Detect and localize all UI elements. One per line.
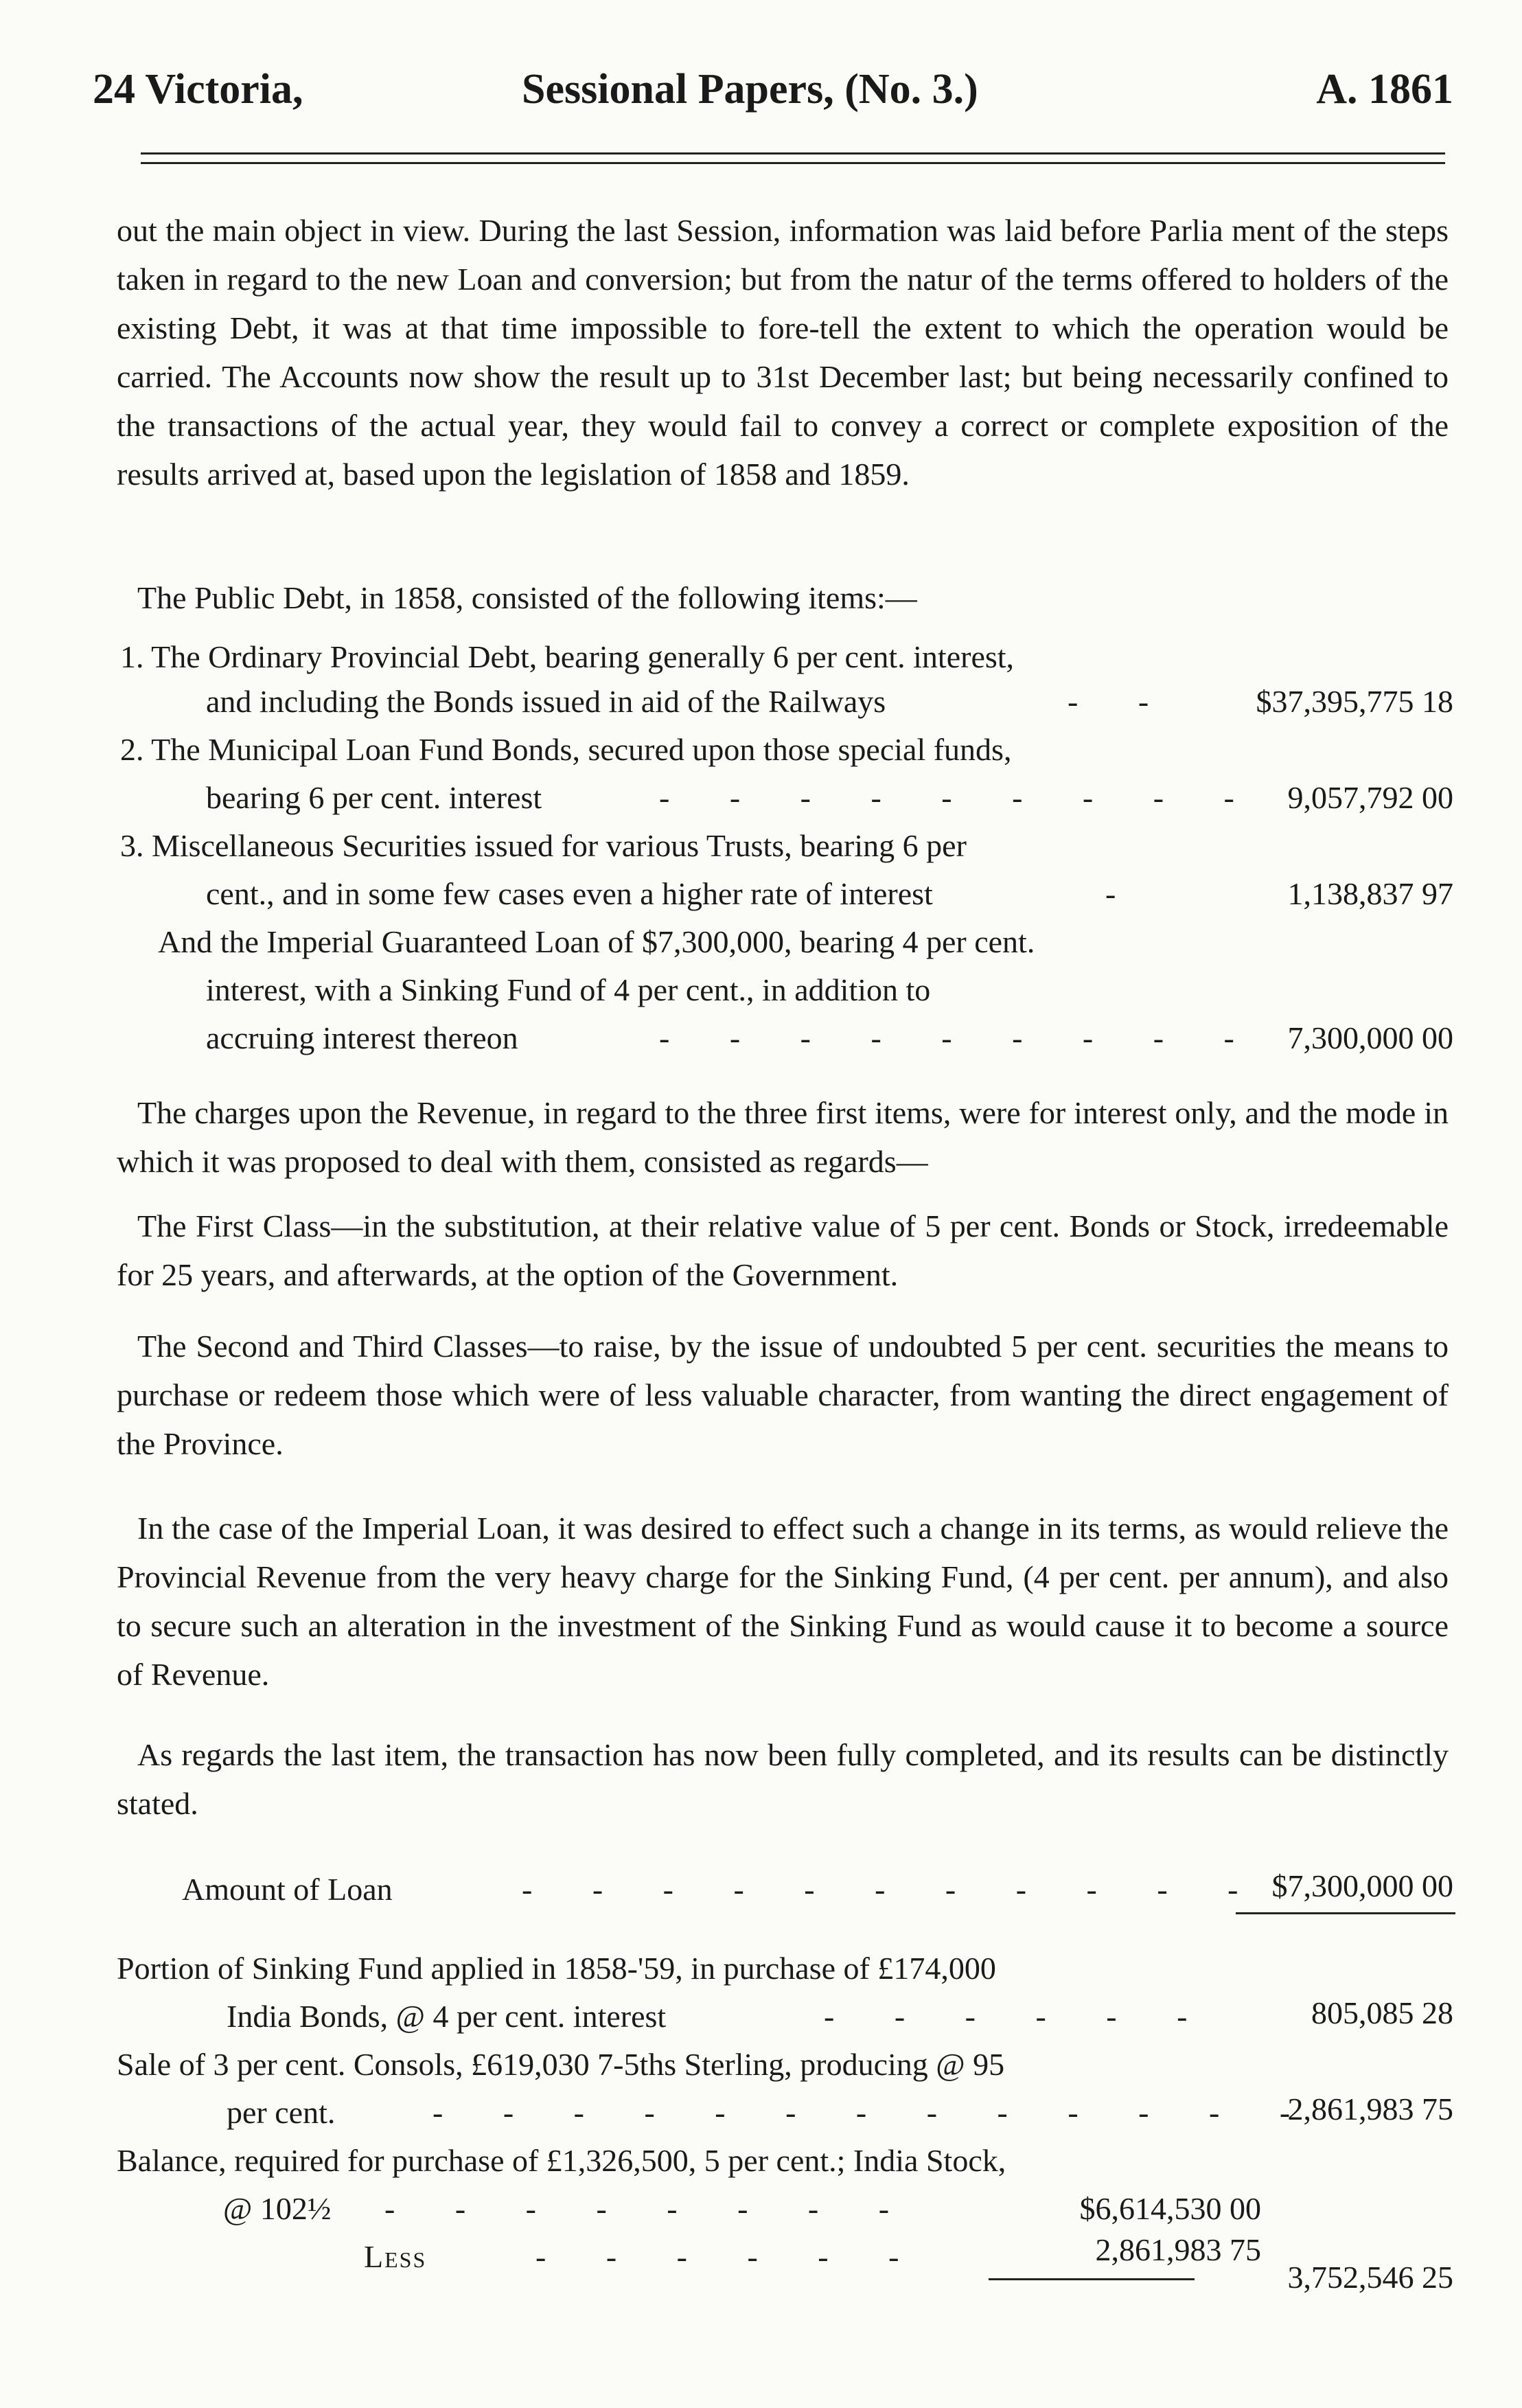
- balance-line2: @ 102½: [223, 2191, 332, 2226]
- consols-line1: Sale of 3 per cent. Consols, £619,030 7-5ths Sterling, producing @ 95: [117, 2047, 1005, 2082]
- item-3-amount: 1,138,837 97: [1287, 876, 1453, 911]
- item-4-line1: And the Imperial Guaranteed Loan of $7,300,000, bearing 4 per cent.: [158, 924, 1035, 959]
- intro-paragraph: out the main object in view. During the last Session, information was laid before Parlia ment of the steps taken in regard to the new Loan and conversion; but from the natur of the terms offered to holders of the existing Debt, it was at that time impossible to fore-tell the extent to which the operation would be carried. The Accounts now show the result up to 31st December last; but being necessarily confined to the transactions of the actual year, they would fail to convey a correct or complete exposition of the results arrived at, based upon the legislation of 1858 and 1859.: [117, 213, 1449, 492]
- header-rule-top: [141, 152, 1445, 154]
- leader-dots: - - - - - -: [535, 2239, 925, 2274]
- balance-amount: 3,752,546 25: [1287, 2260, 1453, 2295]
- leader-dots: - - - - - - - - - - -: [522, 1872, 1265, 1907]
- leader-dots: - - - - - -: [824, 1999, 1214, 2034]
- header-session: 24 Victoria,: [93, 66, 303, 113]
- leader-dots: - - - - - - - -: [384, 2191, 916, 2226]
- leader-dots: - - - - - - - - - - - - -: [433, 2095, 1317, 2130]
- item-2-line1: 2. The Municipal Loan Fund Bonds, secured upon those special funds,: [120, 732, 1012, 767]
- consols-line2: per cent.: [227, 2095, 336, 2130]
- loan-label: Amount of Loan: [182, 1872, 393, 1907]
- sinking-line2: India Bonds, @ 4 per cent. interest: [227, 1999, 667, 2034]
- paragraph-charges: The charges upon the Revenue, in regard to the three first items, were for interest only, and the mode in which it was proposed to deal with them, consisted as regards—: [117, 1095, 1449, 1179]
- item-1-amount: $37,395,775 18: [1256, 684, 1453, 719]
- item-4-line2: interest, with a Sinking Fund of 4 per cent., in addition to: [206, 972, 931, 1007]
- header-title: Sessional Papers, (No. 3.): [522, 66, 978, 113]
- item-3-line1: 3. Miscellaneous Securities issued for various Trusts, bearing 6 per: [120, 828, 967, 863]
- item-2-line2: bearing 6 per cent. interest: [206, 780, 542, 815]
- item-1-line1: 1. The Ordinary Provincial Debt, bearing generally 6 per cent. interest,: [120, 639, 1015, 674]
- loan-amount: $7,300,000 00: [1271, 1868, 1453, 1903]
- paragraph-second-third: The Second and Third Classes—to raise, by the issue of undoubted 5 per cent. securities the means to purchase or redeem those which were of less valuable character, from wanting the direct engagement of the Province.: [117, 1329, 1449, 1461]
- balance-less-underline: [989, 2278, 1195, 2280]
- leader-dots: - - - - - - - - -: [659, 1020, 1260, 1055]
- item-2-amount: 9,057,792 00: [1287, 780, 1453, 815]
- item-4-amount: 7,300,000 00: [1287, 1020, 1453, 1055]
- leader-dots: -: [1105, 876, 1142, 911]
- item-3-line2: cent., and in some few cases even a higher rate of interest: [206, 876, 933, 911]
- paragraph-imperial-loan: In the case of the Imperial Loan, it was desired to effect such a change in its terms, as would relieve the Provincial Revenue from the very heavy charge for the Sinking Fund, (4 per cent. per annum), and also to secure such an alteration in the investment of the Sinking Fund as would cause it to become a source of Revenue.: [117, 1511, 1449, 1692]
- paragraph-last-item: As regards the last item, the transaction has now been fully completed, and its results can be distinctly stated.: [117, 1737, 1449, 1821]
- balance-sub-amount: $6,614,530 00: [1079, 2191, 1261, 2226]
- header-rule-bottom: [141, 162, 1445, 164]
- header-year: A. 1861: [1316, 66, 1453, 113]
- balance-line1: Balance, required for purchase of £1,326,500, 5 per cent.; India Stock,: [117, 2143, 1006, 2178]
- item-1-line2: and including the Bonds issued in aid of the Railways: [206, 684, 886, 719]
- item-4-line3: accruing interest thereon: [206, 1020, 518, 1055]
- leader-dots: - -: [1068, 684, 1175, 719]
- balance-less-amount: 2,861,983 75: [1095, 2232, 1261, 2267]
- balance-less-label: Less: [364, 2239, 427, 2274]
- consols-amount: 2,861,983 75: [1287, 2091, 1453, 2126]
- debt-intro: The Public Debt, in 1858, consisted of the following items:—: [137, 580, 917, 615]
- leader-dots: - - - - - - - - -: [659, 780, 1260, 815]
- sinking-amount: 805,085 28: [1311, 1995, 1453, 2030]
- loan-underline: [1236, 1912, 1455, 1914]
- sinking-line1: Portion of Sinking Fund applied in 1858-'59, in purchase of £174,000: [117, 1951, 996, 1986]
- paragraph-first-class: The First Class—in the substitution, at their relative value of 5 per cent. Bonds or Stock, irredeemable for 25 years, and afterwards, at the option of the Government.: [117, 1208, 1449, 1292]
